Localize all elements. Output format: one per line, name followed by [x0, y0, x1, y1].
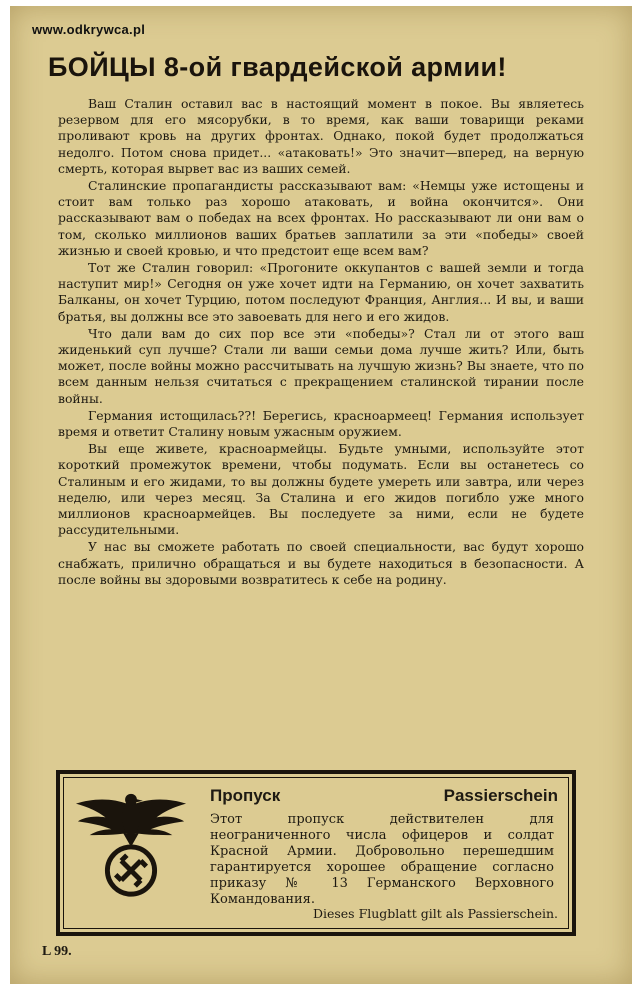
leaflet-body	[58, 96, 584, 589]
pass-box	[56, 770, 576, 936]
paragraph: Ваш Сталин оставил вас в настоящий момент в покое. Вы являетесь резервом для его мясорубки, в то время, как ваши товарищи реками проливают кровь на других фронтах. Однако, покой будет продолжаться недолго. Потом снова придет... «атаковать!» Это значит—вперед, на верную смерть, которая вырвет вас из ваших семей.	[58, 96, 584, 176]
pass-title-de: Passierschein	[443, 786, 558, 805]
paragraph: Сталинские пропагандисты рассказывают вам: «Немцы уже истощены и стоит вам только раз хорошо атаковать, и война окончится». Они рассказывают вам о победах на всех фронтах. Но рассказывают ли они вам о том, сколько миллионов ваших братьев заплатили за эти «победы» своей жизнью и своей кровью, и что предстоит еще всем вам?	[58, 178, 584, 258]
watermark: www.odkrywca.pl	[32, 22, 146, 37]
paragraph: Германия истощилась??! Берегись, красноармеец! Германия использует время и ответит Сталину новым ужасным оружием.	[58, 407, 584, 440]
paragraph: У нас вы сможете работать по своей специальности, вас будут хорошо снабжать, прилично обращаться и вы будете находиться в безопасности. А после войны вы здоровыми возвратитесь к себе на родину.	[58, 539, 584, 587]
eagle-emblem-icon	[72, 784, 190, 902]
pass-title-ru: Пропуск	[210, 786, 281, 805]
pass-text: Этот пропуск действителен для неограниченного числа офицеров и солдат Красной Армии. Добровольно перешедшим гарантируется хорошее обращение согласно приказу № 13 Германского Верховного Командования.	[210, 812, 554, 907]
page-title: БОЙЦЫ 8-ой гвардейской армии!	[48, 52, 507, 82]
paragraph: Вы еще живете, красноармейцы. Будьте умными, используйте этот короткий промежуток времени, чтобы подумать. Если вы останетесь со Сталиным и его жидами, то вы должны будете умереть или завтра, или через неделю, или через месяц. За Сталина и его жидов погибло уже много миллионов красноармейцев. Вы последуете за ними, если не будете рассудительными.	[58, 441, 584, 538]
pass-footer: Dieses Flugblatt gilt als Passierschein.	[312, 906, 558, 921]
leaflet-code: L 99.	[42, 944, 72, 959]
paragraph: Что дали вам до сих пор все эти «победы»? Стал ли от этого ваш жиденький суп лучше? Стали ли ваши семьи дома лучше жить? Или, быть может, после войны можно рассчитывать на лучшую жизнь? Вы знаете, что по всем данным нельзя считаться с прекращением сталинской тирании после войны.	[58, 325, 584, 406]
paragraph: Тот же Сталин говорил: «Прогоните оккупантов с вашей земли и тогда наступит мир!» Сегодня он уже хочет идти на Германию, он хочет захватить Балканы, он хочет Турцию, потом последуют Франция, Англия... И вы, и ваши братья, вы должны все это завоевать для него и его жидов.	[58, 260, 584, 324]
